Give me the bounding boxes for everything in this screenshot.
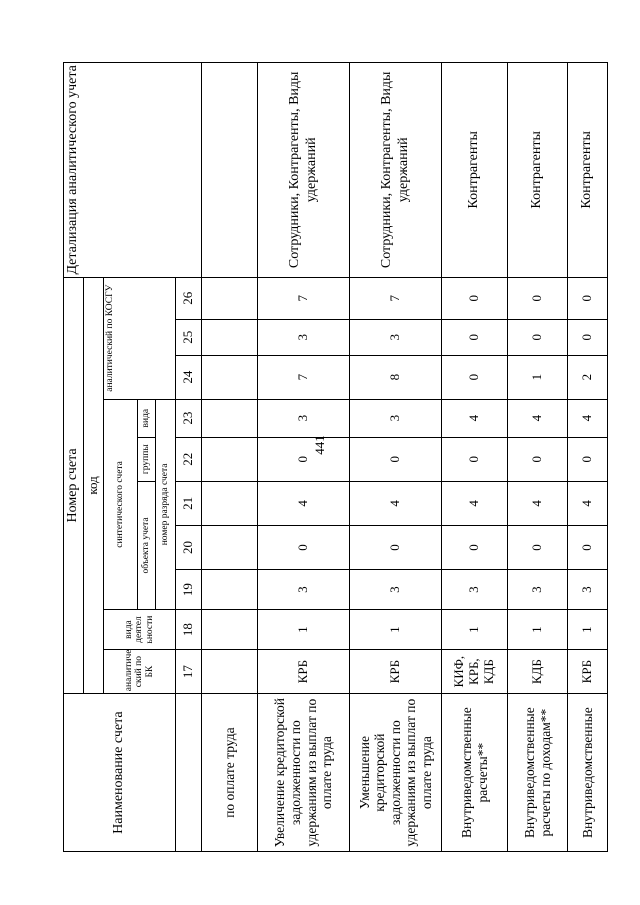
table-row xyxy=(202,63,258,852)
table-row xyxy=(350,63,442,852)
digit-cell: КДБ xyxy=(508,650,568,694)
digit-cell: 4 xyxy=(350,481,442,525)
digit-cell: 3 xyxy=(508,570,568,610)
detail-cell: Контрагенты xyxy=(508,63,568,278)
digit-cell: КРБ xyxy=(258,650,350,694)
digit-cell: КРБ xyxy=(568,650,608,694)
digit-cell: 7 xyxy=(350,277,442,319)
digit-cell: КИФ, КРБ, КДБ xyxy=(442,650,508,694)
page-number: 441 xyxy=(312,435,327,455)
digit-cell: 0 xyxy=(350,525,442,569)
digit-cell: КРБ xyxy=(350,650,442,694)
header-digit: 19 xyxy=(176,570,202,610)
digit-cell: 0 xyxy=(258,437,350,481)
digit-cell xyxy=(202,319,258,355)
header-kind: вида xyxy=(138,399,156,437)
header-digit: 23 xyxy=(176,399,202,437)
digit-cell xyxy=(202,481,258,525)
header-digit: 26 xyxy=(176,277,202,319)
digit-cell: 3 xyxy=(258,399,350,437)
digit-cell xyxy=(202,525,258,569)
digit-cell: 0 xyxy=(508,437,568,481)
digit-cell: 3 xyxy=(442,570,508,610)
account-name-cell: Уменьшение кредиторской задолженности по удержаниям из выплат по оплате труда xyxy=(350,694,442,852)
account-name-cell: Увеличение кредиторской задолженности по удержаниям из выплат по оплате труда xyxy=(258,694,350,852)
rotated-table-wrapper xyxy=(63,62,595,852)
digit-cell: 4 xyxy=(442,481,508,525)
digit-cell: 3 xyxy=(568,570,608,610)
header-digit: 25 xyxy=(176,319,202,355)
header-digit: 22 xyxy=(176,437,202,481)
header-digit: 24 xyxy=(176,355,202,399)
digit-cell: 4 xyxy=(508,399,568,437)
detail-cell: Контрагенты xyxy=(568,63,608,278)
digit-cell: 4 xyxy=(568,481,608,525)
digit-cell: 3 xyxy=(258,319,350,355)
header-code: код xyxy=(84,277,104,694)
digit-cell: 0 xyxy=(442,525,508,569)
digit-cell: 3 xyxy=(258,570,350,610)
digit-cell: 2 xyxy=(568,355,608,399)
header-detail: Детализация аналитического учета xyxy=(64,63,202,278)
digit-cell: 1 xyxy=(568,610,608,650)
detail-cell: Сотрудники, Контрагенты, Виды удержаний xyxy=(350,63,442,278)
digit-cell: 0 xyxy=(508,277,568,319)
detail-cell: Сотрудники, Контрагенты, Виды удержаний xyxy=(258,63,350,278)
digit-cell: 7 xyxy=(258,355,350,399)
digit-cell: 0 xyxy=(442,277,508,319)
header-analytic-kosgu: аналитический по КОСГУ xyxy=(104,277,176,399)
detail-cell xyxy=(202,63,258,278)
digit-cell: 0 xyxy=(258,525,350,569)
header-object: объекта учета xyxy=(138,481,156,609)
account-name-cell: Внутриведомственные xyxy=(568,694,608,852)
digit-cell: 0 xyxy=(508,319,568,355)
digit-cell: 1 xyxy=(350,610,442,650)
digit-cell: 3 xyxy=(350,399,442,437)
digit-cell xyxy=(202,277,258,319)
digit-cell: 1 xyxy=(508,355,568,399)
account-name-cell: по оплате труда xyxy=(202,694,258,852)
account-name-cell: Внутриведомственные расчеты** xyxy=(442,694,508,852)
header-digit: 18 xyxy=(176,610,202,650)
digit-cell xyxy=(202,355,258,399)
digit-cell: 0 xyxy=(442,437,508,481)
digit-cell: 8 xyxy=(350,355,442,399)
digit-cell: 0 xyxy=(442,355,508,399)
detail-cell: Контрагенты xyxy=(442,63,508,278)
digit-cell: 0 xyxy=(568,437,608,481)
header-account-name: Наименование счета xyxy=(64,694,176,852)
digit-cell: 3 xyxy=(350,319,442,355)
table-row xyxy=(568,63,608,852)
digit-cell xyxy=(202,650,258,694)
digit-cell xyxy=(202,610,258,650)
digit-cell: 0 xyxy=(568,277,608,319)
digit-cell: 0 xyxy=(568,319,608,355)
header-digit: 17 xyxy=(176,650,202,694)
digit-cell: 1 xyxy=(508,610,568,650)
digit-cell: 0 xyxy=(568,525,608,569)
digit-cell xyxy=(202,399,258,437)
table-row xyxy=(442,63,508,852)
digit-cell: 4 xyxy=(442,399,508,437)
digit-cell: 1 xyxy=(258,610,350,650)
header-digit: 20 xyxy=(176,525,202,569)
digit-cell: 1 xyxy=(442,610,508,650)
digit-cell xyxy=(202,570,258,610)
header-digit-number: номер разряда счета xyxy=(156,399,176,609)
digit-cell: 4 xyxy=(508,481,568,525)
header-name-blank xyxy=(176,694,202,852)
digit-cell xyxy=(202,437,258,481)
header-digit: 21 xyxy=(176,481,202,525)
header-synthetic: синтетического счета xyxy=(104,399,138,609)
header-analytic-bk: аналитиче ский по БК xyxy=(104,650,176,694)
digit-cell: 3 xyxy=(350,570,442,610)
digit-cell: 0 xyxy=(350,437,442,481)
digit-cell: 4 xyxy=(258,481,350,525)
header-activity-type: вида деятел ьности xyxy=(104,610,176,650)
header-row-1 xyxy=(64,63,84,852)
table-row xyxy=(508,63,568,852)
digit-cell: 7 xyxy=(258,277,350,319)
accounts-table xyxy=(63,62,608,852)
account-name-cell: Внутриведомственные расчеты по доходам** xyxy=(508,694,568,852)
digit-cell: 4 xyxy=(568,399,608,437)
digit-cell: 0 xyxy=(508,525,568,569)
header-account-number: Номер счета xyxy=(64,277,84,694)
header-group: группы xyxy=(138,437,156,481)
digit-cell: 0 xyxy=(442,319,508,355)
table-row xyxy=(258,63,350,852)
